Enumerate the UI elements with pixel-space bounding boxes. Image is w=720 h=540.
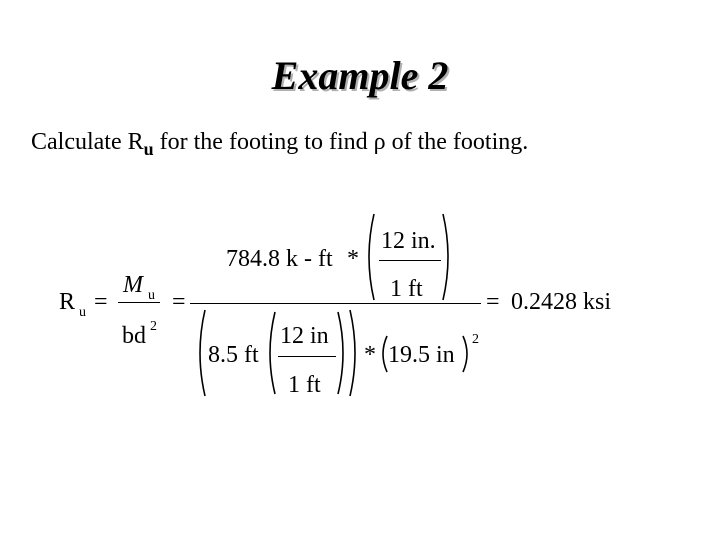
denominator-conv-numerator: 12 in xyxy=(280,323,329,349)
lhs-symbol: R xyxy=(59,289,76,315)
denominator-conv-denominator: 1 ft xyxy=(288,372,321,398)
rho-symbol: ρ xyxy=(373,129,386,155)
slide-title: Example 2 xyxy=(271,53,449,98)
denominator-outer-left-paren xyxy=(193,308,207,398)
numerator-times: * xyxy=(347,246,359,272)
equals-sign-2: = xyxy=(172,289,186,315)
denominator-times: * xyxy=(364,342,376,368)
numerator-conv-numerator: 12 in. xyxy=(381,228,436,254)
fraction1-denominator-exp: 2 xyxy=(150,319,157,334)
body-suffix: of the footing. xyxy=(385,129,529,155)
numerator-left-paren xyxy=(362,212,376,302)
numerator-conv-denominator: 1 ft xyxy=(390,276,423,302)
fraction1-numerator-sub: u xyxy=(148,288,155,303)
denominator-width: 8.5 ft xyxy=(208,342,259,368)
body-subscript: u xyxy=(143,139,154,159)
numerator-moment: 784.8 k - ft xyxy=(226,246,333,272)
denominator-depth-exp: 2 xyxy=(472,332,479,347)
fraction1-numerator: M xyxy=(123,272,143,298)
result-value: 0.2428 ksi xyxy=(511,289,612,315)
denominator-conv-bar xyxy=(278,356,336,357)
fraction1-denominator: bd xyxy=(122,323,146,349)
body-middle: for the footing to find xyxy=(153,129,374,155)
denominator-outer-right-paren xyxy=(348,308,362,398)
denominator-depth: 19.5 in xyxy=(388,342,455,368)
lhs-subscript: u xyxy=(79,305,86,320)
equals-sign-3: = xyxy=(486,289,500,315)
body-prefix: Calculate R xyxy=(31,129,144,155)
denominator-inner-left-paren xyxy=(263,310,277,396)
numerator-conv-bar xyxy=(379,260,441,261)
main-fraction-bar xyxy=(190,303,481,304)
numerator-right-paren xyxy=(441,212,455,302)
equals-sign-1: = xyxy=(94,289,108,315)
fraction1-bar xyxy=(118,302,160,303)
